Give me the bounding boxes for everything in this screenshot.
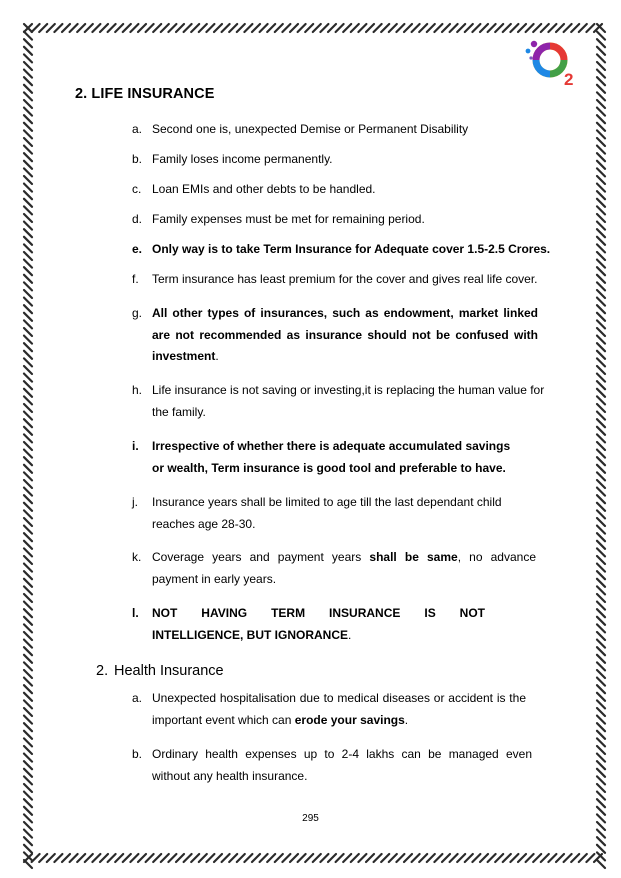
list-marker: j. — [132, 495, 138, 509]
list-item-line-1: Irrespective of whether there is adequate accumulated savings — [152, 439, 511, 453]
list-item-line-1: NOT HAVING TERM INSURANCE IS NOT — [152, 606, 485, 620]
list-marker: i. — [132, 439, 139, 453]
section-heading-health-insurance — [96, 663, 224, 679]
list-item-post: . — [404, 712, 409, 727]
list-item-text: Life insurance is not saving or investing,it is replacing the human value for the family. — [152, 383, 545, 419]
list-item-text: Only way is to take Term Insurance for Adequate cover 1.5-2.5 Crores. — [152, 242, 551, 256]
list-marker: a. — [132, 122, 143, 136]
list-item — [132, 744, 532, 787]
list-item-text: Insurance years shall be limited to age till the last dependant child reaches age 28-30. — [152, 495, 502, 531]
list-item — [132, 492, 532, 535]
list-item-post: , no advance payment in early years. — [152, 550, 537, 586]
page-number: 295 — [302, 813, 319, 824]
section-heading-life-insurance: 2. LIFE INSURANCE — [75, 86, 215, 102]
list-item — [132, 269, 552, 291]
svg-text:2: 2 — [564, 70, 574, 88]
list-marker: h. — [132, 383, 143, 397]
list-item — [132, 380, 546, 423]
list-marker: b. — [132, 152, 143, 166]
list-item-text: Term insurance has least premium for the cover and gives real life cover. — [152, 272, 538, 286]
o2-logo-icon — [522, 36, 578, 88]
list-marker: c. — [132, 182, 142, 196]
list-item-text — [152, 547, 536, 590]
list-item-line-2: or wealth, Term insurance is good tool and preferable to have. — [152, 460, 506, 475]
list-item — [132, 179, 542, 201]
list-marker: k. — [132, 550, 142, 564]
list-item — [132, 603, 485, 646]
list-marker: a. — [132, 691, 143, 705]
list-item — [132, 688, 526, 731]
list-marker: d. — [132, 212, 143, 226]
list-marker: f. — [132, 272, 139, 286]
list-item-text: Ordinary health expenses up to 2-4 lakhs can be managed even without any health insurance. — [152, 747, 532, 783]
list-item-text — [152, 436, 532, 479]
list-item — [132, 209, 542, 231]
list-item-text: Family expenses must be met for remaining period. — [152, 212, 425, 226]
list-item-text: Family loses income permanently. — [152, 152, 333, 166]
list-item-bold-text: erode your savings — [294, 712, 405, 727]
list-item — [132, 436, 532, 479]
list-item-text — [152, 303, 538, 368]
list-item — [132, 149, 542, 171]
list-item-text — [152, 688, 526, 731]
list-item — [132, 303, 538, 368]
list-marker: e. — [132, 242, 143, 256]
list-marker: l. — [132, 606, 139, 620]
list-item-pre: Unexpected hospitalisation due to medical diseases or accident is the important event which can — [152, 691, 526, 727]
section-title: Health Insurance — [114, 663, 224, 679]
list-item-bold-text: All other types of insurances, such as endowment, market linked are not recommended as insurance should not be confused with investment — [152, 306, 538, 363]
list-item-pre: Coverage years and payment years — [152, 550, 370, 564]
list-item-text: Loan EMIs and other debts to be handled. — [152, 182, 376, 196]
list-marker: g. — [132, 306, 143, 320]
list-item-tail: . — [215, 349, 219, 363]
list-item — [132, 239, 552, 261]
list-item-bold-text: shall be same — [369, 550, 458, 564]
list-item-line-2: INTELLIGENCE, BUT IGNORANCE. — [152, 627, 352, 642]
list-item-text: Second one is, unexpected Demise or Permanent Disability — [152, 122, 469, 136]
list-item — [132, 547, 536, 590]
list-marker: b. — [132, 747, 143, 761]
section-number: 2. — [96, 663, 109, 679]
list-item — [132, 119, 542, 141]
